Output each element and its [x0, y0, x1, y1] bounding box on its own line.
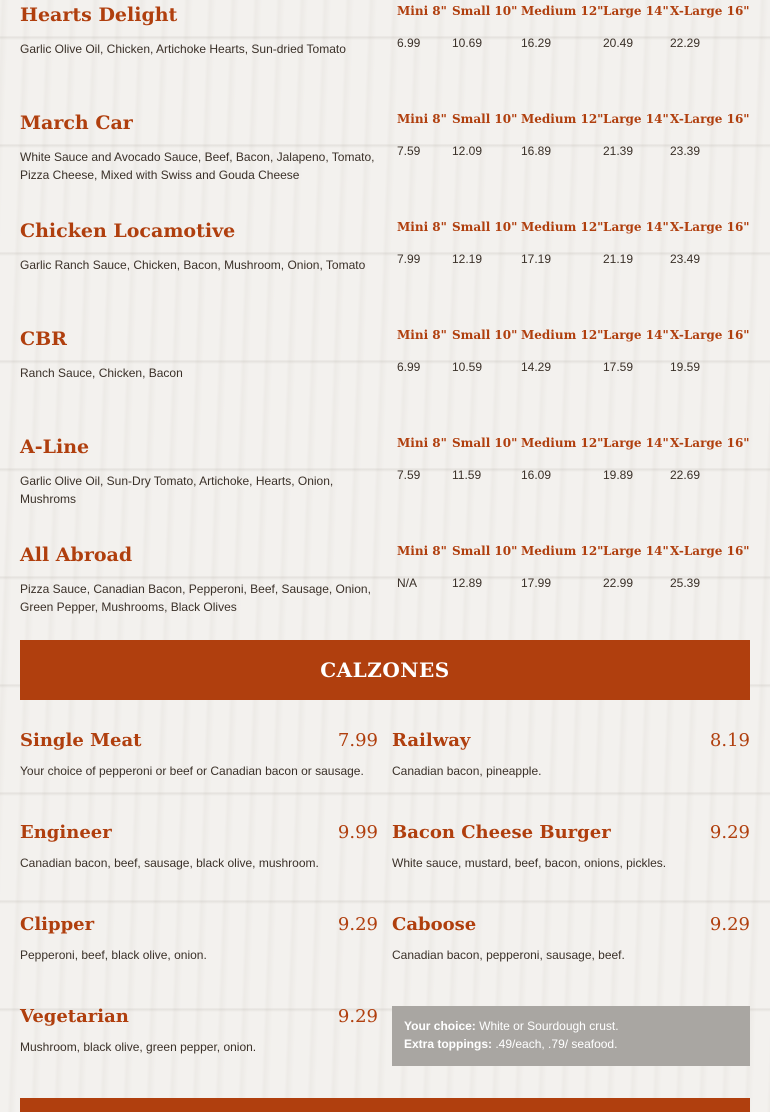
size-price: 6.99	[397, 36, 421, 50]
size-label: Large 14"	[603, 220, 669, 234]
size-price: 21.19	[603, 252, 634, 266]
calzone-note	[392, 1006, 750, 1066]
size-price: 12.89	[452, 576, 483, 590]
size-label: Small 10"	[452, 328, 518, 342]
size-price: N/A	[397, 576, 418, 590]
calzone-description: Canadian bacon, beef, sausage, black olive, mushroom.	[20, 856, 319, 870]
size-price: 22.99	[603, 576, 634, 590]
size-price: 19.59	[670, 360, 701, 374]
calzone-name: Railway	[392, 730, 471, 751]
size-label: Small 10"	[452, 436, 518, 450]
calzone-description: Canadian bacon, pepperoni, sausage, beef.	[392, 948, 625, 962]
size-label: Medium 12"	[521, 112, 604, 126]
size-price: 20.49	[603, 36, 634, 50]
size-label: X-Large 16"	[670, 112, 750, 126]
calzone-price: 9.29	[709, 914, 750, 935]
extra-toppings-note: Extra toppings: .49/each, .79/ seafood.	[404, 1037, 618, 1051]
size-label: X-Large 16"	[670, 544, 750, 558]
calzone-name: Caboose	[392, 914, 477, 935]
size-price: 10.69	[452, 36, 483, 50]
size-label: Medium 12"	[521, 4, 604, 18]
pizza-item	[20, 324, 750, 432]
calzone-description: Your choice of pepperoni or beef or Canadian bacon or sausage.	[20, 764, 364, 778]
size-label: X-Large 16"	[670, 220, 750, 234]
size-price: 23.39	[670, 144, 701, 158]
size-label: X-Large 16"	[670, 328, 750, 342]
calzone-item	[392, 822, 750, 902]
pizza-description: Pizza Sauce, Canadian Bacon, Pepperoni, Beef, Sausage, Onion, Green Pepper, Mushrooms, Black Olives	[20, 582, 371, 614]
calzone-item	[20, 1006, 378, 1086]
size-price: 25.39	[670, 576, 701, 590]
size-label: Medium 12"	[521, 328, 604, 342]
calzones-banner	[20, 640, 750, 700]
size-price: 16.29	[521, 36, 552, 50]
size-label: Large 14"	[603, 544, 669, 558]
size-price: 7.99	[397, 252, 421, 266]
calzone-description: Mushroom, black olive, green pepper, onion.	[20, 1040, 257, 1054]
calzone-price: 9.29	[337, 1006, 378, 1027]
calzone-item	[20, 914, 378, 994]
size-price: 12.09	[452, 144, 483, 158]
size-price: 6.99	[397, 360, 421, 374]
size-price: 14.29	[521, 360, 552, 374]
pizza-description: Ranch Sauce, Chicken, Bacon	[20, 366, 183, 380]
size-label: Mini 8"	[397, 544, 447, 558]
size-price: 10.59	[452, 360, 483, 374]
calzone-name: Vegetarian	[20, 1006, 129, 1027]
calzone-description: White sauce, mustard, beef, bacon, onions, pickles.	[392, 856, 667, 870]
pizza-description: Garlic Olive Oil, Sun-Dry Tomato, Artichoke, Hearts, Onion, Mushroms	[20, 474, 334, 506]
size-price: 11.59	[452, 468, 482, 482]
pizza-name: A-Line	[20, 436, 90, 458]
calzone-name: Clipper	[20, 914, 95, 935]
size-label: Medium 12"	[521, 544, 604, 558]
size-price: 21.39	[603, 144, 634, 158]
pizza-name: March Car	[20, 112, 133, 134]
pizza-item	[20, 216, 750, 324]
calzone-description: Canadian bacon, pineapple.	[392, 764, 542, 778]
size-price: 12.19	[452, 252, 483, 266]
pizza-item	[20, 0, 750, 108]
size-price: 7.59	[397, 144, 421, 158]
size-label: Large 14"	[603, 4, 669, 18]
pizza-item	[20, 432, 750, 540]
size-label: Mini 8"	[397, 4, 447, 18]
calzone-item	[20, 730, 378, 810]
calzone-price: 7.99	[337, 730, 378, 751]
calzone-price: 9.29	[337, 914, 378, 935]
calzone-item	[20, 822, 378, 902]
size-label: Small 10"	[452, 4, 518, 18]
pizza-name: All Abroad	[20, 544, 133, 566]
size-label: Large 14"	[603, 328, 669, 342]
pizza-description: White Sauce and Avocado Sauce, Beef, Bacon, Jalapeno, Tomato, Pizza Cheese, Mixed with Swiss and Gouda Cheese	[20, 150, 375, 182]
size-label: X-Large 16"	[670, 4, 750, 18]
size-price: 7.59	[397, 468, 421, 482]
size-price: 16.89	[521, 144, 552, 158]
size-price: 17.99	[521, 576, 552, 590]
calzone-item	[392, 730, 750, 810]
pizza-description: Garlic Ranch Sauce, Chicken, Bacon, Mushroom, Onion, Tomato	[20, 258, 366, 272]
size-label: Mini 8"	[397, 112, 447, 126]
size-label: Medium 12"	[521, 220, 604, 234]
size-label: Large 14"	[603, 436, 669, 450]
calzone-name: Engineer	[20, 822, 112, 843]
size-price: 19.89	[603, 468, 634, 482]
calzone-description: Pepperoni, beef, black olive, onion.	[20, 948, 207, 962]
size-label: Small 10"	[452, 220, 518, 234]
size-label: Mini 8"	[397, 220, 447, 234]
size-label: Medium 12"	[521, 436, 604, 450]
size-label: Small 10"	[452, 112, 518, 126]
pizza-item	[20, 540, 750, 648]
pizza-name: Hearts Delight	[20, 4, 178, 26]
size-price: 17.59	[603, 360, 634, 374]
size-label: X-Large 16"	[670, 436, 750, 450]
size-label: Mini 8"	[397, 328, 447, 342]
size-price: 16.09	[521, 468, 552, 482]
pizza-name: Chicken Locamotive	[20, 220, 236, 242]
calzones-title: CALZONES	[320, 658, 450, 682]
size-label: Mini 8"	[397, 436, 447, 450]
calzone-price: 9.99	[337, 822, 378, 843]
size-price: 23.49	[670, 252, 701, 266]
calzone-price: 9.29	[709, 822, 750, 843]
calzone-price: 8.19	[709, 730, 750, 751]
size-price: 22.29	[670, 36, 701, 50]
crust-choice-note: Your choice: White or Sourdough crust.	[404, 1019, 619, 1033]
pizza-name: CBR	[20, 328, 67, 350]
calzone-item	[392, 914, 750, 994]
calzone-name: Single Meat	[20, 730, 142, 751]
pizza-item	[20, 108, 750, 216]
size-price: 17.19	[521, 252, 552, 266]
size-price: 22.69	[670, 468, 701, 482]
calzone-name: Bacon Cheese Burger	[392, 822, 611, 843]
size-label: Large 14"	[603, 112, 669, 126]
pizza-description: Garlic Olive Oil, Chicken, Artichoke Hearts, Sun-dried Tomato	[20, 42, 346, 56]
size-label: Small 10"	[452, 544, 518, 558]
next-section-banner	[20, 1098, 750, 1112]
